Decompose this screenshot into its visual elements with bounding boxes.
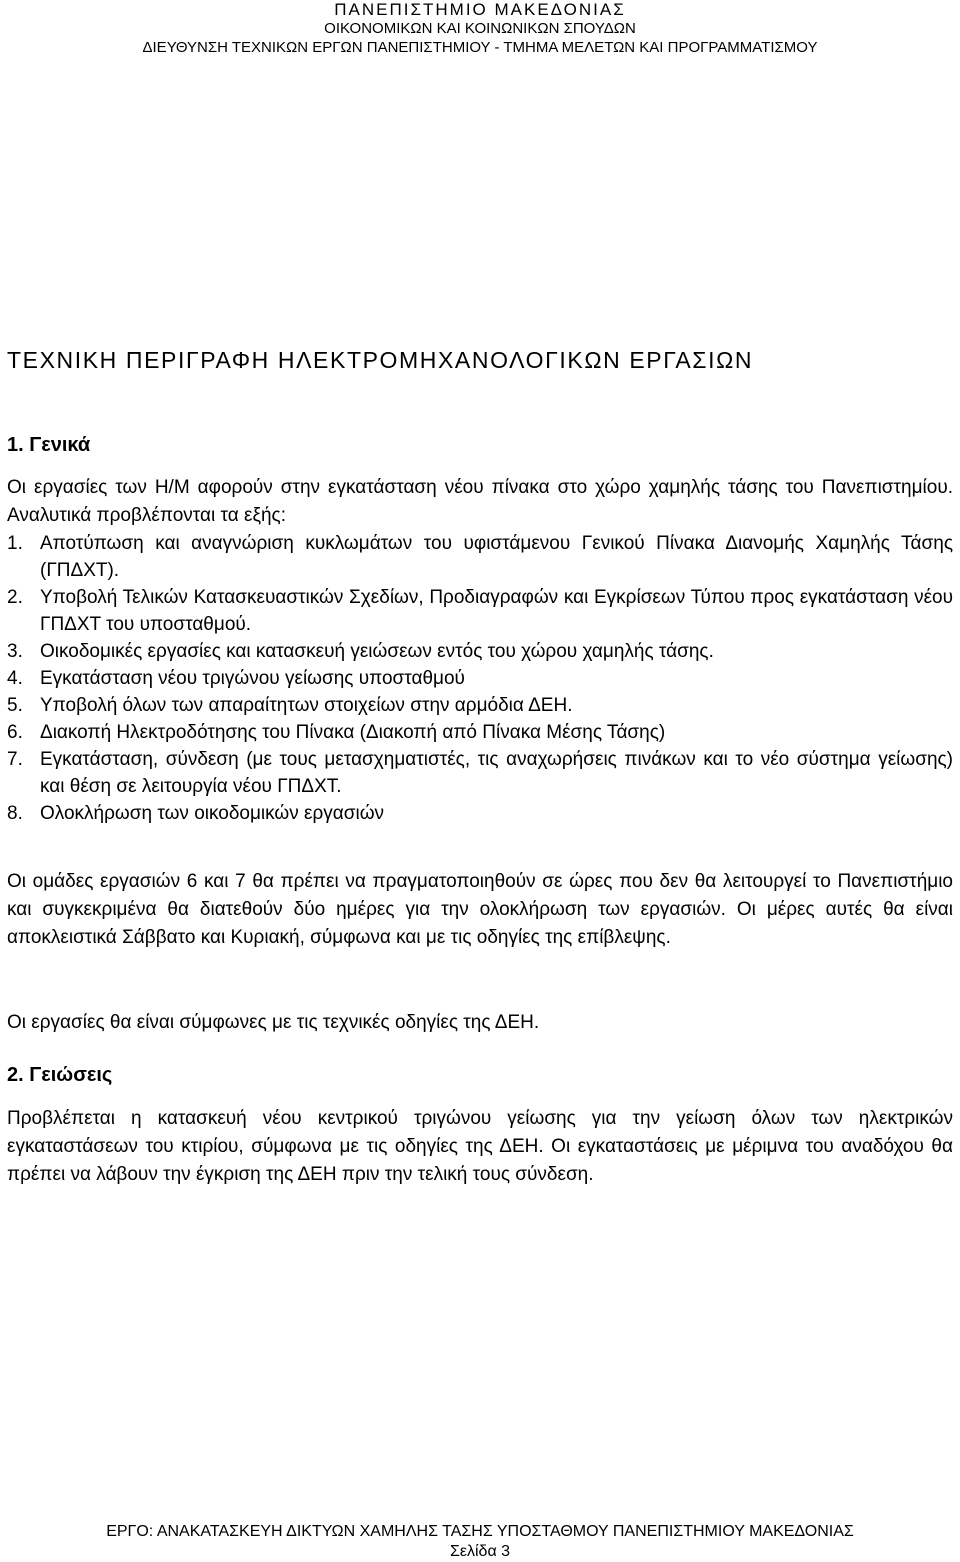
- footer-page-number: Σελίδα 3: [449, 1543, 511, 1560]
- list-item: [7, 746, 953, 800]
- list-item: [7, 638, 953, 665]
- list-item-text: Εγκατάσταση νέου τριγώνου γείωσης υποσταθμού: [40, 668, 465, 689]
- list-item: [7, 665, 953, 692]
- work-items-list: [7, 530, 953, 827]
- section-2-heading: 2. Γειώσεις: [7, 1064, 113, 1086]
- header-university: ΠΑΝΕΠΙΣΤΗΜΙΟ ΜΑΚΕΔΟΝΙΑΣ: [334, 0, 626, 19]
- footer-project: ΕΡΓΟ: ΑΝΑΚΑΤΑΣΚΕΥΗ ΔΙΚΤΥΩΝ ΧΑΜΗΛΗΣ ΤΑΣΗΣ ΥΠΟΣΤΑΘΜΟΥ ΠΑΝΕΠΙΣΤΗΜΙΟΥ ΜΑΚΕΔΟΝΙΑΣ: [106, 1523, 854, 1540]
- list-item: [7, 800, 953, 827]
- list-item-text: Ολοκλήρωση των οικοδομικών εργασιών: [40, 803, 385, 824]
- section-2-paragraph: Προβλέπεται η κατασκευή νέου κεντρικού τριγώνου γείωσης για την γείωση όλων των ηλεκτρικών εγκαταστάσεων του κτιρίου, σύμφωνα με τις οδηγίες της ΔΕΗ. Οι εγκαταστάσεις με μέριμνα του αναδόχου θα πρέπει να λάβουν την έγκριση της ΔΕΗ πριν την τελική τους σύνδεση.: [7, 1108, 953, 1185]
- list-item-text: Εγκατάσταση, σύνδεση (με τους μετασχηματιστές, τις αναχωρήσεις πινάκων και το νέο σύστημα γείωσης) και θέση σε λειτουργία νέου ΓΠΔΧΤ.: [40, 749, 953, 797]
- list-item: [7, 719, 953, 746]
- section-1-intro: Οι εργασίες των Η/Μ αφορούν στην εγκατάσταση νέου πίνακα στο χώρο χαμηλής τάσης του Πανεπιστημίου. Αναλυτικά προβλέπονται τα εξής:: [7, 477, 953, 526]
- list-item-number: 8.: [7, 803, 23, 824]
- list-item-text: Υποβολή όλων των απαραίτητων στοιχείων στην αρμόδια ΔΕΗ.: [40, 695, 573, 716]
- section-1-compliance-paragraph: Οι εργασίες θα είναι σύμφωνες με τις τεχνικές οδηγίες της ΔΕΗ.: [7, 1012, 540, 1033]
- list-item-number: 1.: [7, 533, 23, 554]
- list-item-number: 2.: [7, 587, 23, 608]
- list-item-number: 7.: [7, 749, 23, 770]
- list-item-number: 4.: [7, 668, 23, 689]
- document-title: ΤΕΧΝΙΚΗ ΠΕΡΙΓΡΑΦΗ ΗΛΕΚΤΡΟΜΗΧΑΝΟΛΟΓΙΚΩΝ ΕΡΓΑΣΙΩΝ: [7, 347, 754, 373]
- section-1-heading: 1. Γενικά: [7, 434, 91, 456]
- header-department: ΔΙΕΥΘΥΝΣΗ ΤΕΧΝΙΚΩΝ ΕΡΓΩΝ ΠΑΝΕΠΙΣΤΗΜΙΟΥ - ΤΜΗΜΑ ΜΕΛΕΤΩΝ ΚΑΙ ΠΡΟΓΡΑΜΜΑΤΙΣΜΟΥ: [142, 39, 818, 56]
- list-item: [7, 692, 953, 719]
- list-item-text: Υποβολή Τελικών Κατασκευαστικών Σχεδίων, Προδιαγραφών και Εγκρίσεων Τύπου προς εγκατάσταση νέου ΓΠΔΧΤ του υποσταθμού.: [40, 587, 953, 635]
- list-item-text: Διακοπή Ηλεκτροδότησης του Πίνακα (Διακοπή από Πίνακα Μέσης Τάσης): [40, 722, 666, 743]
- section-1-schedule-paragraph: Οι ομάδες εργασιών 6 και 7 θα πρέπει να πραγματοποιηθούν σε ώρες που δεν θα λειτουργεί το Πανεπιστήμιο και συγκεκριμένα θα διατεθούν δύο ημέρες για την ολοκλήρωση των εργασιών. Οι μέρες αυτές θα είναι αποκλειστικά Σάββατο και Κυριακή, σύμφωνα και με τις οδηγίες της επίβλεψης.: [7, 871, 953, 948]
- list-item: [7, 530, 953, 584]
- list-item-number: 5.: [7, 695, 23, 716]
- list-item-text: Αποτύπωση και αναγνώριση κυκλωμάτων του υφιστάμενου Γενικού Πίνακα Διανομής Χαμηλής Τάσης (ΓΠΔΧΤ).: [40, 533, 953, 581]
- list-item: [7, 584, 953, 638]
- list-item-number: 3.: [7, 641, 23, 662]
- list-item-text: Οικοδομικές εργασίες και κατασκευή γειώσεων εντός του χώρου χαμηλής τάσης.: [40, 641, 714, 662]
- list-item-number: 6.: [7, 722, 23, 743]
- header-school: ΟΙΚΟΝΟΜΙΚΩΝ ΚΑΙ ΚΟΙΝΩΝΙΚΩΝ ΣΠΟΥΔΩΝ: [324, 20, 636, 37]
